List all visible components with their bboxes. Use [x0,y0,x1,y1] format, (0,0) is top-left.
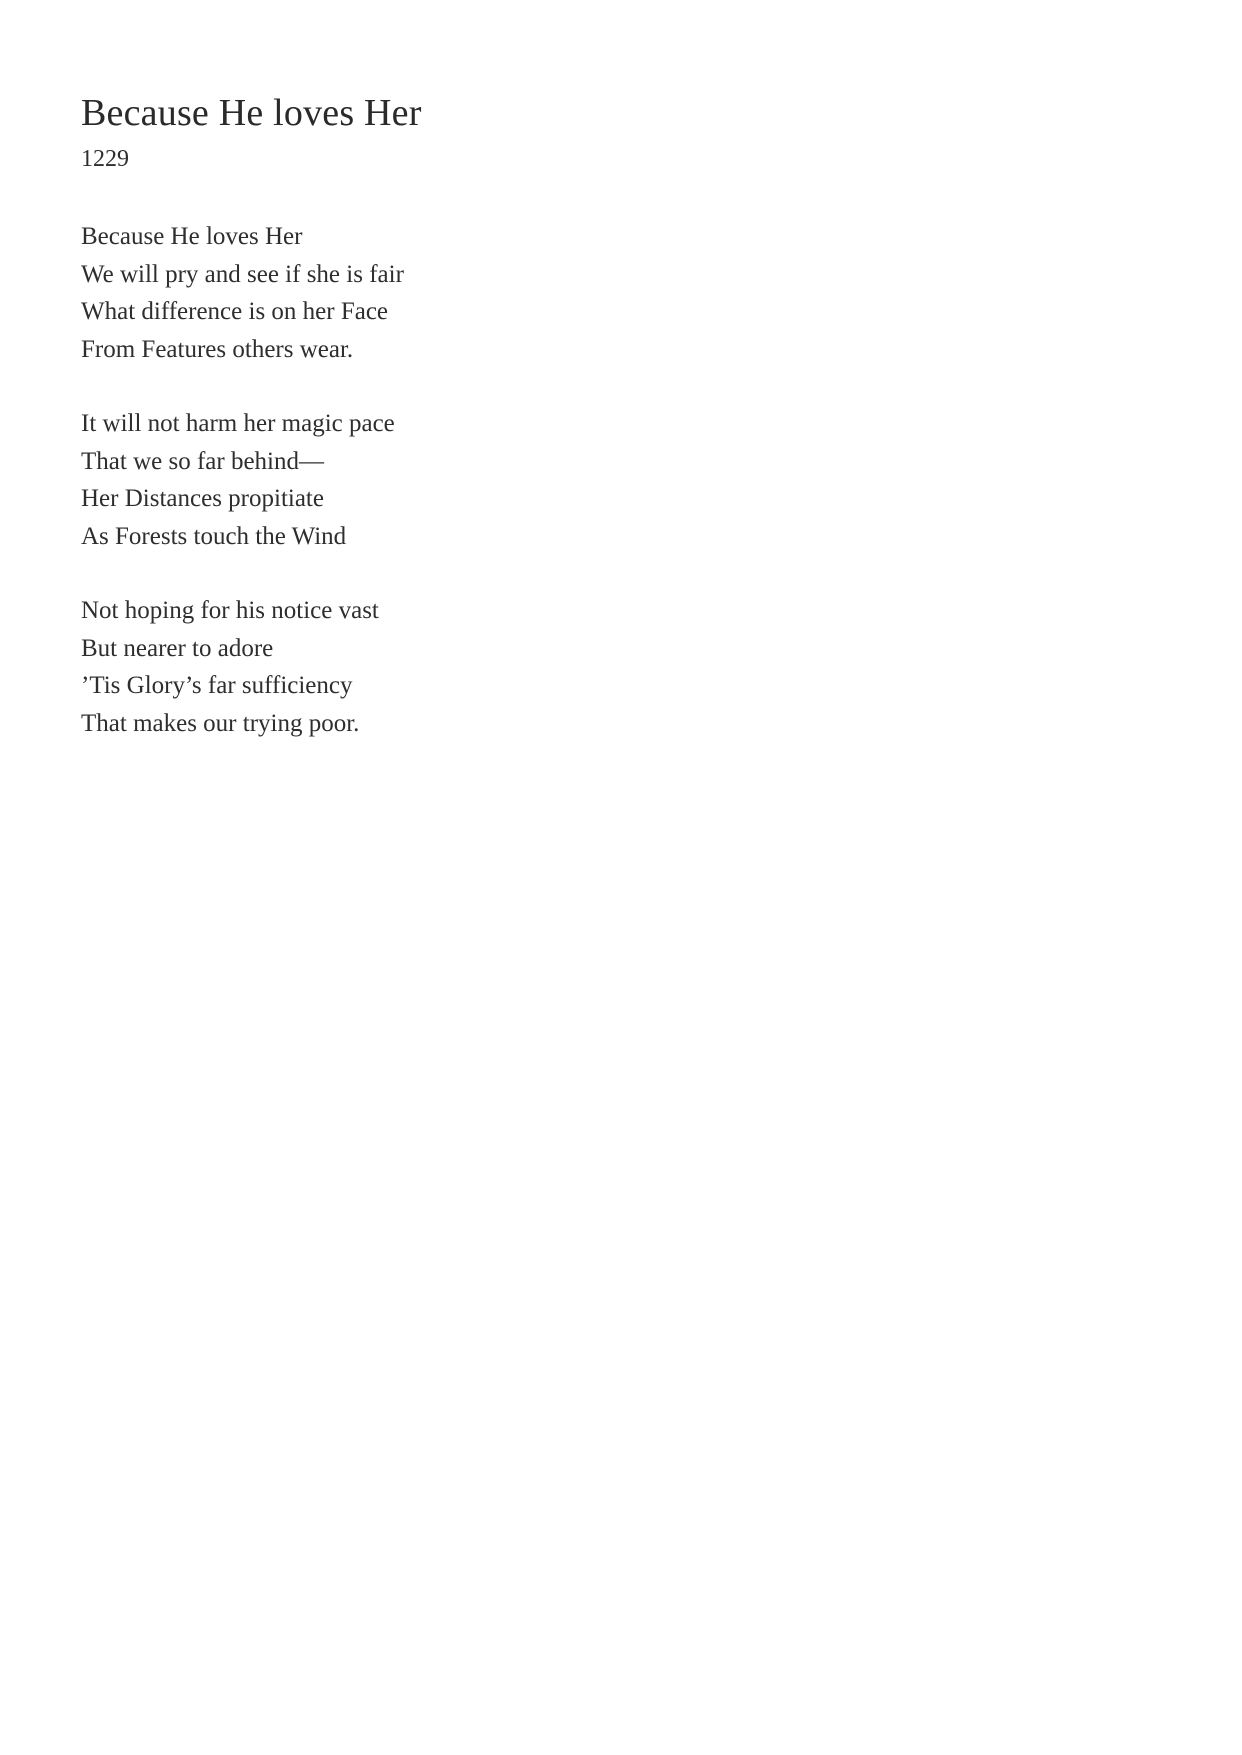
poem-line: ’Tis Glory’s far sufficiency [81,672,353,699]
poem-line: But nearer to adore [81,634,274,662]
poem-line: We will pry and see if she is fair [81,260,404,288]
poem-line: It will not harm her magic pace [81,410,395,437]
poem-number: 1229 [81,146,129,172]
poem-line: Her Distances propitiate [81,485,324,512]
stanza-3 [81,592,1161,742]
stanza-1 [81,218,1161,368]
stanza-2 [81,405,1161,555]
document-page [81,88,1161,779]
poem-line: That we so far behind— [81,447,324,475]
poem-line: As Forests touch the Wind [81,522,347,550]
poem-line: What difference is on her Face [81,298,389,325]
poem-title: Because He loves Her [81,92,422,134]
poem-line: Because He loves Her [81,223,303,250]
poem-line: Not hoping for his notice vast [81,597,379,624]
poem-body [81,218,1161,742]
poem-line: That makes our trying poor. [81,709,360,737]
poem-line: From Features others wear. [81,335,354,363]
